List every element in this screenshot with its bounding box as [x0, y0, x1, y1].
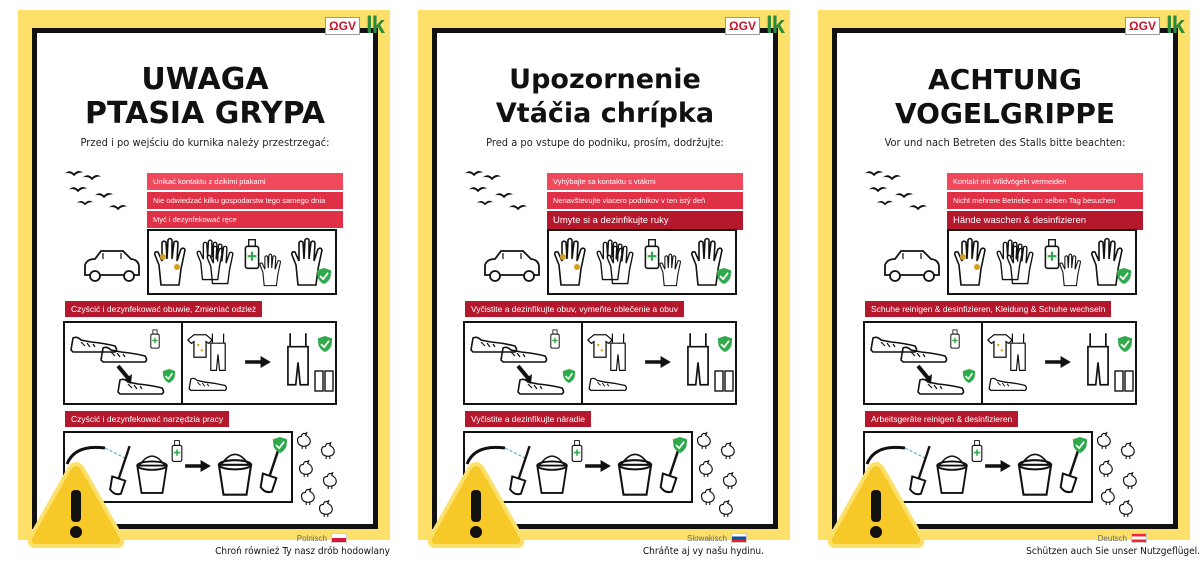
- poster-title: UWAGA PTASIA GRYPA: [84, 62, 326, 131]
- clean-tools-icon: [612, 434, 691, 500]
- section-label-footwear: Schuhe reinigen & desinfizieren, Kleidung & Schuhe wechseln: [865, 301, 1111, 317]
- hand-hygiene-panel: [947, 229, 1137, 295]
- clean-hand-icon: [1088, 237, 1134, 287]
- clothes-shoes-icon: [583, 332, 637, 394]
- rule-item: Kontakt mit Wildvögeln vermeiden: [947, 173, 1143, 190]
- rule-item: Myć i dezynfekować ręce: [147, 211, 343, 228]
- language-name: Slowakisch: [686, 533, 727, 543]
- hand-hygiene-panel: [147, 229, 337, 295]
- rules-list: [947, 173, 1143, 232]
- washing-hands-icon: [594, 237, 638, 287]
- poster-title: Upozornenie Vtáčia chrípka: [495, 64, 715, 129]
- section-label-tools: Vyčistite a dezinfikujte náradie: [465, 411, 591, 427]
- car-icon: [481, 247, 543, 285]
- poster-slovak: [418, 10, 790, 565]
- rule-item: Nenavštevujte viacero podnikov v ten istý deň: [547, 192, 743, 209]
- flying-birds-icon: [65, 167, 135, 217]
- poster-subtitle: Vor und nach Betreten des Stalls bitte beachten:: [884, 136, 1126, 149]
- clean-tools-icon: [212, 434, 291, 500]
- section-label-footwear: Czyścić i dezynfekować obuwie, Zmieniać odzież: [65, 301, 262, 317]
- sanitizer-icon: [1041, 237, 1085, 287]
- clean-hand-icon: [688, 237, 734, 287]
- washing-hands-icon: [194, 237, 238, 287]
- poster-frame: [832, 28, 1178, 543]
- car-icon: [881, 247, 943, 285]
- logos: [725, 12, 784, 40]
- language-label: [297, 533, 347, 543]
- poster-frame: [432, 28, 778, 543]
- rule-item: Hände waschen & desinfizieren: [947, 211, 1143, 230]
- footer-slogan: Chroń również Ty nasz drób hodowlany: [215, 546, 390, 557]
- poster-german: [818, 10, 1200, 565]
- section-label-tools: Czyścić i dezynfekować narzędzia pracy: [65, 411, 229, 427]
- arrow-right-icon: [1045, 356, 1071, 370]
- rule-item: Unikać kontaktu z dzikimi ptakami: [147, 173, 343, 190]
- chickens-icon: [695, 431, 743, 521]
- arrow-right-icon: [984, 460, 1012, 474]
- warning-icon: [826, 460, 926, 550]
- lk-logo: lk: [765, 12, 784, 39]
- language-label: [687, 533, 747, 543]
- arrow-right-icon: [184, 460, 212, 474]
- qgv-logo: ΩGV: [325, 17, 360, 35]
- warning-icon: [426, 460, 526, 550]
- germ-hand-icon: [951, 237, 991, 287]
- hand-hygiene-panel: [547, 229, 737, 295]
- poster-title: ACHTUNG VOGELGRIPPE: [894, 63, 1116, 130]
- slovakia-flag-icon: [731, 533, 747, 543]
- lk-logo: lk: [1165, 12, 1184, 39]
- poster-frame: [32, 28, 378, 543]
- qgv-logo: ΩGV: [725, 17, 760, 35]
- footwear-clothing-panel: [863, 321, 1137, 405]
- language-name: Deutsch: [1097, 533, 1127, 543]
- section-label-tools: Arbeitsgeräte reinigen & desinfizieren: [865, 411, 1018, 427]
- workwear-icon: [279, 331, 335, 395]
- footwear-clothing-panel: [63, 321, 337, 405]
- poland-flag-icon: [331, 533, 347, 543]
- logos: [325, 12, 384, 40]
- rule-item: Umyte si a dezinfikujte ruky: [547, 211, 743, 230]
- rule-item: Vyhýbajte sa kontaktu s vtákmi: [547, 173, 743, 190]
- clean-hand-icon: [288, 237, 334, 287]
- poster-polish: [18, 10, 390, 565]
- poster-subtitle: Przed i po wejściu do kurnika należy przestrzegać:: [80, 136, 330, 149]
- language-label: [1098, 533, 1147, 543]
- dirty-boots-icon: [468, 328, 578, 398]
- arrow-right-icon: [645, 356, 671, 370]
- dirty-boots-icon: [868, 328, 978, 398]
- rule-item: Nie odwiedzać kilku gospodarstw tego samego dnia: [147, 192, 343, 209]
- workwear-icon: [1079, 331, 1135, 395]
- car-icon: [81, 247, 143, 285]
- flying-birds-icon: [465, 167, 535, 217]
- footer-slogan: Schützen auch Sie unser Nutzgeflügel.: [1026, 546, 1200, 557]
- footwear-clothing-panel: [463, 321, 737, 405]
- lk-logo: lk: [365, 12, 384, 39]
- sanitizer-icon: [641, 237, 685, 287]
- section-label-footwear: Vyčistite a dezinfikujte obuv, vymeňte oblečenie a obuv: [465, 301, 684, 317]
- clothes-shoes-icon: [983, 332, 1037, 394]
- warning-icon: [26, 460, 126, 550]
- poster-subtitle: Pred a po vstupe do podniku, prosím, dodržujte:: [486, 136, 724, 149]
- chickens-icon: [295, 431, 343, 521]
- clean-tools-icon: [1012, 434, 1091, 500]
- sanitizer-icon: [241, 237, 285, 287]
- arrow-right-icon: [245, 356, 271, 370]
- austria-flag-icon: [1131, 533, 1147, 543]
- dirty-boots-icon: [68, 328, 178, 398]
- flying-birds-icon: [865, 167, 935, 217]
- washing-hands-icon: [994, 237, 1038, 287]
- chickens-icon: [1095, 431, 1143, 521]
- workwear-icon: [679, 331, 735, 395]
- germ-hand-icon: [551, 237, 591, 287]
- language-name: Polnisch: [296, 533, 327, 543]
- germ-hand-icon: [151, 237, 191, 287]
- rules-list: [547, 173, 743, 232]
- logos: [1125, 12, 1184, 40]
- clothes-shoes-icon: [183, 332, 237, 394]
- arrow-right-icon: [584, 460, 612, 474]
- rule-item: Nicht mehrere Betriebe am selben Tag besuchen: [947, 192, 1143, 209]
- rules-list: [147, 173, 343, 230]
- footer-slogan: Chráňte aj vy našu hydinu.: [642, 546, 764, 557]
- qgv-logo: ΩGV: [1125, 17, 1160, 35]
